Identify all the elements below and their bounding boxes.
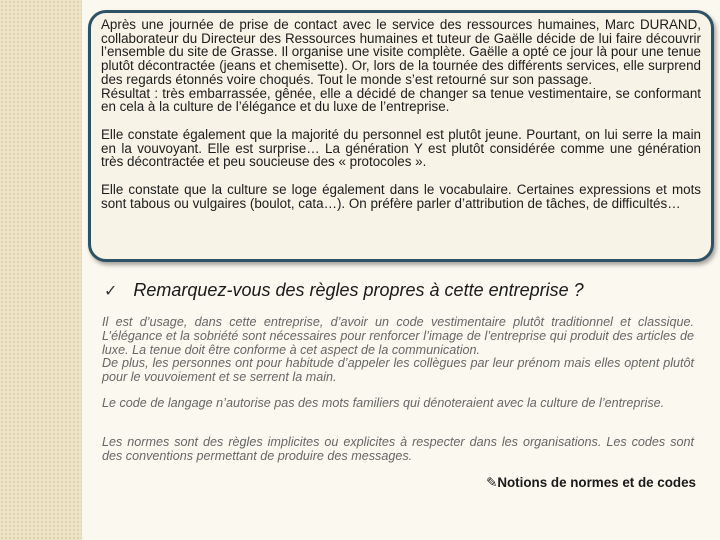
footer-note xyxy=(486,475,696,491)
case-study-box xyxy=(88,10,714,262)
case-paragraph-3: Elle constate que la culture se loge également dans le vocabulaire. Certaines expressions et mots sont tabous ou vulgaires (boulot, cata…). On préfère parler d’attribution de tâches, de difficultés… xyxy=(101,182,701,211)
case-paragraph-1b: Résultat : très embarrassée, gênée, elle a décidé de changer sa tenue vestimentaire, se conformant en cela à la culture de l’élégance et du luxe de l’entreprise. xyxy=(101,85,701,115)
answer-greetings: De plus, les personnes ont pour habitude d’appeler les collègues par leur prénom mais elles optent plutôt pour le vouvoiement et se serrent la main. xyxy=(102,356,694,384)
decorative-side-strip xyxy=(0,0,82,540)
case-paragraph-2: Elle constate également que la majorité du personnel est plutôt jeune. Pourtant, on lui serre la main en la vouvoyant. Elle est surprise… La génération Y est plutôt considérée comme une génération très décontractée et peu soucieuse des « protocoles ». xyxy=(101,126,701,170)
case-paragraph-1a: Après une journée de prise de contact avec le service des ressources humaines, Marc DURAND, collaborateur du Directeur des Ressources humaines et tuteur de Gaëlle décide de lui faire découvrir l’ensemble du site de Grasse. Il organise une visite complète. Gaëlle a opté ce jour là pour une tenue plutôt décontractée (jeans et chemisette). Or, lors de la tournée des différents services, elle surprend des regards étonnés voire choqués. Tout le monde s’est retourné sur son passage. xyxy=(101,17,701,87)
question-heading xyxy=(104,280,704,301)
question-text: Remarquez-vous des règles propres à cette entreprise ? xyxy=(133,280,584,300)
footer-text: Notions de normes et de codes xyxy=(497,475,696,490)
answer-definitions: Les normes sont des règles implicites ou explicites à respecter dans les organisations. Les codes sont des conventions permettant de produire des messages. xyxy=(102,435,694,463)
answer-dress-code: Il est d’usage, dans cette entreprise, d’avoir un code vestimentaire plutôt traditionnel et classique. L’élégance et la sobriété sont nécessaires pour renforcer l’image de l’entreprise qui produit des articles de luxe. La tenue doit être conforme à cet aspect de la communication. xyxy=(102,315,694,357)
answer-language-code: Le code de langage n’autorise pas des mots familiers qui dénoteraient avec la culture de l’entreprise. xyxy=(102,396,665,410)
pointing-hand-icon: ✎ xyxy=(486,475,498,490)
checkmark-icon: ✓ xyxy=(104,283,118,300)
